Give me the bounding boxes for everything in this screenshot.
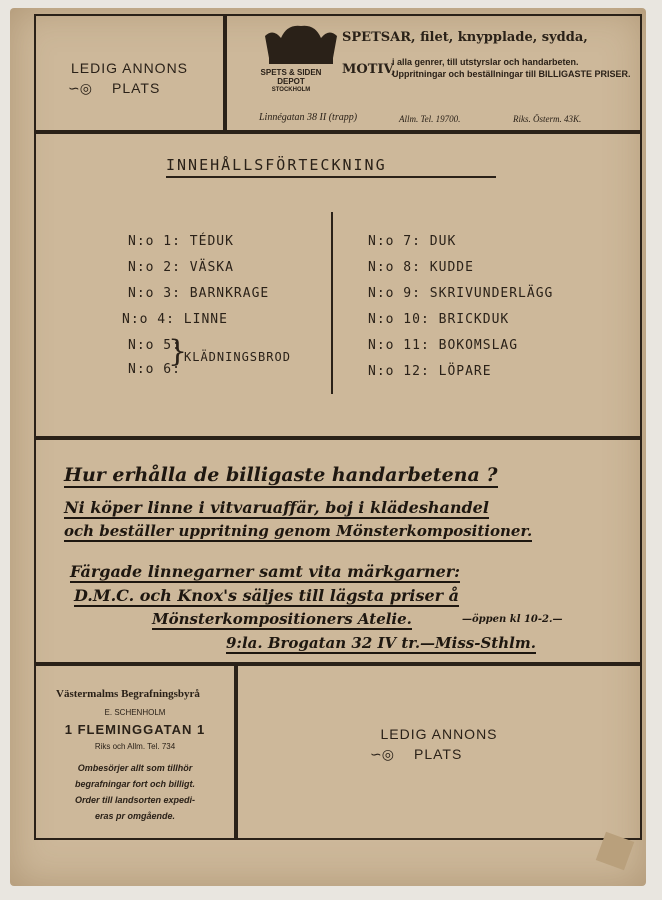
swirl-ornament-bottom-icon: ∽◎ [370,746,394,762]
funeral-body-line-2: begrafningar fort och billigt. [75,779,195,789]
info-opening-hours: —öppen kl 10-2.— [462,614,563,625]
info-section [34,438,642,664]
plats-label: PLATS [112,80,161,96]
toc-item-9: N:o 9: SKRIVUNDERLÄGG [368,286,554,301]
bottom-right-ad-box [236,664,642,840]
ledig-annons-label: LEDIG ANNONS [70,60,189,76]
ledig-annons-label-bottom: LEDIG ANNONS [380,726,498,742]
bottom-left-ad-box [34,664,236,840]
funeral-bureau-address: 1 FLEMINGGATAN 1 [64,722,206,737]
toc-title-underline [166,176,496,178]
spetsar-body: i alla genrer, till utstyrslar och handarbeten. Uppritningar och beställningar till BILLIGASTE PRISER. [392,57,631,79]
info-yarn-line-1: Färgade linnegarner samt vita märkgarner: [70,562,461,581]
toc-item-2: N:o 2: VÄSKA [128,260,234,275]
info-answer-line-2: och beställer uppritning genom Mönsterkompositioner. [64,522,533,540]
plats-label-bottom: PLATS [414,746,463,762]
toc-item-1: N:o 1: TÉDUK [128,234,234,249]
toc-item-7: N:o 7: DUK [368,234,457,249]
funeral-bureau-title: Västermalms Begrafningsbyrå [56,688,200,700]
brace-icon: } [168,334,188,369]
swirl-ornament-icon: ∽◎ [68,80,92,96]
spetsar-phone-riks: Riks. Österm. 43K. [513,114,582,124]
page-left-edge [0,0,10,900]
top-left-ad-box [34,14,225,132]
info-answer-line-1: Ni köper linne i vitvaruaffär, boj i klädeshandel [64,498,489,517]
logo-line-2: DEPOT [277,77,305,86]
info-address: 9:la. Brogatan 32 IV tr.—Miss-Sthlm. [226,634,536,652]
toc-title: INNEHÅLLSFÖRTECKNING [166,156,387,174]
toc-item-4: N:o 4: LINNE [122,312,228,327]
funeral-body-line-1: Ombesörjer allt som tillhör [77,763,193,773]
toc-item-8: N:o 8: KUDDE [368,260,474,275]
motiv-label: MOTIV, [342,62,396,77]
toc-item-10: N:o 10: BRICKDUK [368,312,510,327]
info-yarn-line-2: D.M.C. och Knox's säljes till lägsta priser å [74,586,460,605]
funeral-bureau-phone: Riks och Allm. Tel. 734 [94,742,176,751]
toc-item-12: N:o 12: LÖPARE [368,364,492,379]
spetsar-phone-allm: Allm. Tel. 19700. [399,114,461,124]
info-yarn-line-3: Mönsterkompositioners Atelie. [152,610,412,628]
funeral-body-line-3: Order till landsorten expedi- [74,795,196,805]
table-of-contents [34,132,642,438]
funeral-body-line-4: eras pr omgående. [94,811,176,821]
logo-line-1: SPETS & SIDEN [260,68,322,77]
crown-logo-icon [261,22,341,72]
logo-line-3: STOCKHOLM [271,87,311,93]
funeral-bureau-owner: E. SCHENHOLM [104,708,166,717]
spetsar-address: Linnégatan 38 II (trapp) [259,112,358,123]
toc-item-11: N:o 11: BOKOMSLAG [368,338,519,353]
spetsar-headline: SPETSAR, filet, knypplade, sydda, [342,30,588,45]
toc-item-6: N:o 6: [128,362,181,377]
top-right-ad-box [225,14,642,132]
toc-brace-label: KLÄDNINGSBROD [184,350,291,364]
toc-column-divider [331,212,333,394]
toc-item-5: N:o 5: [128,338,181,353]
info-question: Hur erhålla de billigaste handarbetena ? [64,464,498,486]
toc-item-3: N:o 3: BARNKRAGE [128,286,270,301]
funeral-bureau-body [46,760,224,824]
